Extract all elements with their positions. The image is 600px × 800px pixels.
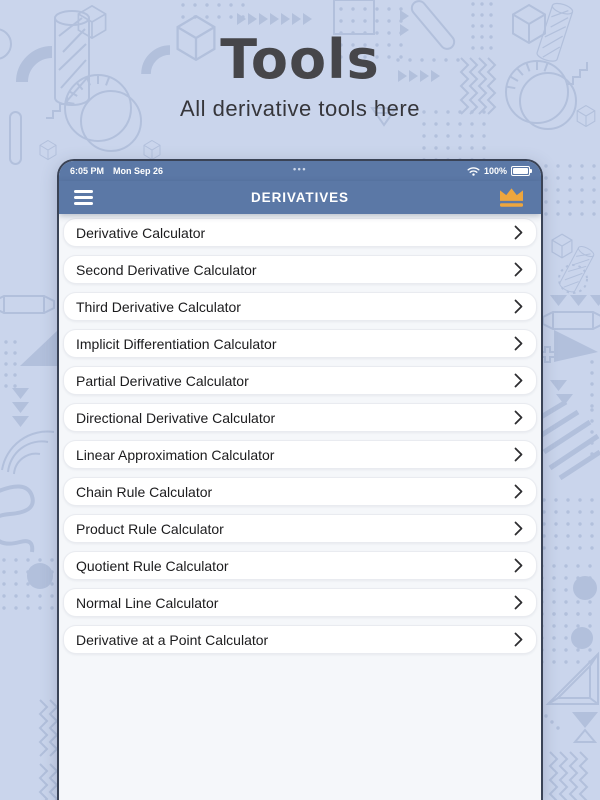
tool-row-third-derivative-calculator[interactable] [63, 292, 537, 321]
tool-row-normal-line-calculator[interactable] [63, 588, 537, 617]
battery-icon [511, 166, 530, 176]
tool-label: Partial Derivative Calculator [76, 372, 249, 389]
tool-row-linear-approximation-calculator[interactable] [63, 440, 537, 469]
chevron-right-icon [514, 521, 523, 536]
tool-label: Linear Approximation Calculator [76, 446, 275, 463]
status-bar [59, 161, 541, 181]
chevron-right-icon [514, 595, 523, 610]
tool-row-quotient-rule-calculator[interactable] [63, 551, 537, 580]
premium-crown-button[interactable] [497, 186, 526, 209]
chevron-right-icon [514, 225, 523, 240]
tool-label: Chain Rule Calculator [76, 483, 213, 500]
hero-section [0, 28, 600, 122]
tool-row-product-rule-calculator[interactable] [63, 514, 537, 543]
tool-row-second-derivative-calculator[interactable] [63, 255, 537, 284]
chevron-right-icon [514, 262, 523, 277]
tool-row-partial-derivative-calculator[interactable] [63, 366, 537, 395]
tool-label: Directional Derivative Calculator [76, 409, 276, 426]
app-header-title: DERIVATIVES [251, 190, 349, 205]
tool-row-derivative-calculator[interactable] [63, 218, 537, 247]
crown-icon [497, 186, 526, 209]
chevron-right-icon [514, 336, 523, 351]
tool-label: Third Derivative Calculator [76, 298, 241, 315]
tool-row-derivative-at-a-point-calculator[interactable] [63, 625, 537, 654]
chevron-right-icon [514, 558, 523, 573]
chevron-right-icon [514, 299, 523, 314]
wifi-icon [467, 166, 480, 176]
tool-label: Quotient Rule Calculator [76, 557, 229, 574]
tool-label: Derivative at a Point Calculator [76, 631, 269, 648]
page-subtitle: All derivative tools here [180, 95, 420, 121]
chevron-right-icon [514, 410, 523, 425]
tools-list [59, 214, 541, 654]
battery-percent: 100% [483, 166, 507, 176]
hamburger-menu-icon[interactable] [74, 190, 93, 204]
status-time: 6:05 PM [70, 166, 105, 176]
tool-label: Implicit Differentiation Calculator [76, 335, 277, 352]
tool-row-directional-derivative-calculator[interactable] [63, 403, 537, 432]
tool-label: Second Derivative Calculator [76, 261, 257, 278]
tool-row-chain-rule-calculator[interactable] [63, 477, 537, 506]
phone-mockup [57, 159, 543, 800]
tool-label: Derivative Calculator [76, 224, 206, 241]
tool-row-implicit-differentiation-calculator[interactable] [63, 329, 537, 358]
chevron-right-icon [514, 484, 523, 499]
tool-label: Normal Line Calculator [76, 594, 219, 611]
page-title: Tools [220, 28, 380, 91]
status-date: Mon Sep 26 [113, 166, 164, 176]
chevron-right-icon [514, 373, 523, 388]
chevron-right-icon [514, 447, 523, 462]
chevron-right-icon [514, 632, 523, 647]
tool-label: Product Rule Calculator [76, 520, 224, 537]
app-header [59, 181, 541, 214]
status-center-dots-icon: ••• [293, 164, 307, 174]
